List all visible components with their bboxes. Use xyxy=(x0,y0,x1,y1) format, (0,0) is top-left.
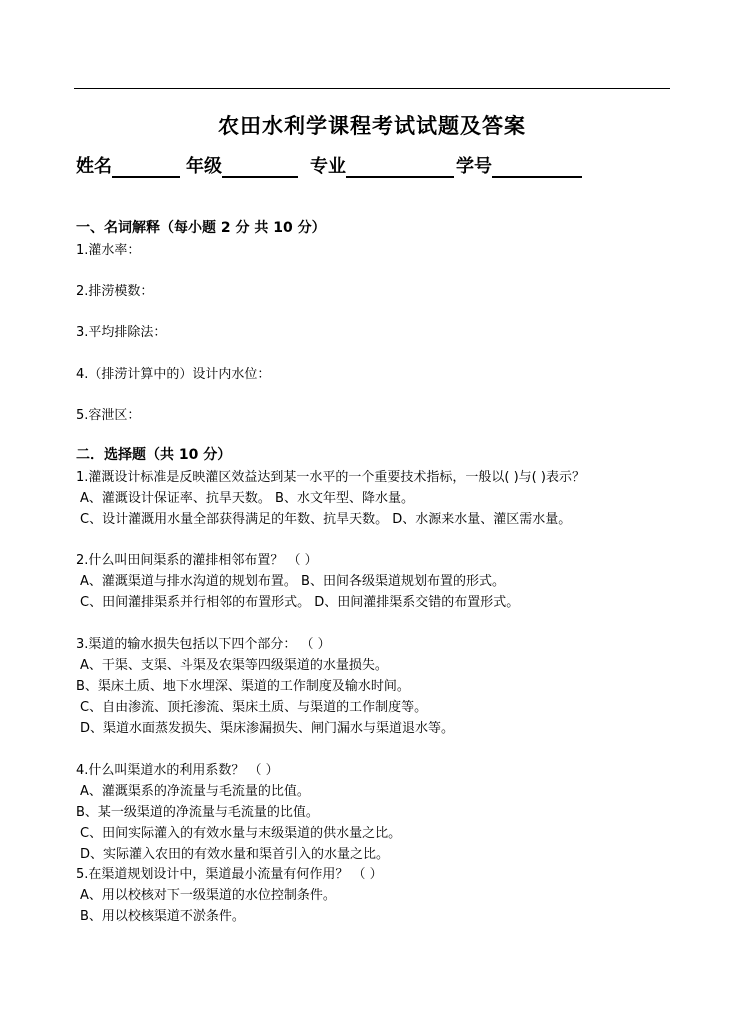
question-text: 3.渠道的输水损失包括以下四个部分： （ ） xyxy=(76,637,331,652)
section1-heading: 一、名词解释（每小题 2 分 共 10 分） xyxy=(76,220,326,236)
option-line: C、田间灌排渠系并行相邻的布置形式。 D、田间灌排渠系交错的布置形式。 xyxy=(80,595,520,610)
major-label: 专业 xyxy=(310,156,346,177)
question-text: 1.灌溉设计标准是反映灌区效益达到某一水平的一个重要技术指标，一般以( )与( )表示？ xyxy=(76,470,585,485)
name-label: 姓名 xyxy=(76,156,112,177)
section2-heading: 二．选择题（共 10 分） xyxy=(76,447,232,463)
option-line: A、干渠、支渠、斗渠及农渠等四级渠道的水量损失。 xyxy=(80,658,388,673)
question-text: 5.在渠道规划设计中，渠道最小流量有何作用？ （ ） xyxy=(76,867,383,882)
option-line: B、用以校核渠道不淤条件。 xyxy=(80,909,245,924)
header-rule xyxy=(74,88,670,89)
option-line: A、灌溉渠系的净流量与毛流量的比值。 xyxy=(80,784,310,799)
term-item: 1.灌水率： xyxy=(76,243,141,258)
question-text: 4.什么叫渠道水的利用系数？ （ ） xyxy=(76,763,279,778)
option-line: C、设计灌溉用水量全部获得满足的年数、抗旱天数。 D、水源来水量、灌区需水量。 xyxy=(80,512,572,527)
option-line: C、自由渗流、顶托渗流、渠床土质、与渠道的工作制度等。 xyxy=(80,700,428,715)
student-info-line xyxy=(76,152,588,178)
option-line: C、田间实际灌入的有效水量与末级渠道的供水量之比。 xyxy=(80,826,402,841)
option-line: B、某一级渠道的净流量与毛流量的比值。 xyxy=(76,805,319,820)
question-text: 2.什么叫田间渠系的灌排相邻布置？ （ ） xyxy=(76,553,318,568)
page-title: 农田水利学课程考试试题及答案 xyxy=(218,114,526,138)
option-line: A、灌溉渠道与排水沟道的规划布置。 B、田间各级渠道规划布置的形式。 xyxy=(80,574,505,589)
option-line: A、灌溉设计保证率、抗旱天数。 B、水文年型、降水量。 xyxy=(80,491,414,506)
term-item: 2.排涝模数： xyxy=(76,284,154,299)
grade-label: 年级 xyxy=(186,156,222,177)
name-blank[interactable] xyxy=(112,156,180,178)
grade-blank[interactable] xyxy=(222,156,298,178)
option-line: B、渠床土质、地下水埋深、渠道的工作制度及输水时间。 xyxy=(76,679,410,694)
option-line: D、实际灌入农田的有效水量和渠首引入的水量之比。 xyxy=(80,847,390,862)
option-line: D、渠道水面蒸发损失、渠床渗漏损失、闸门漏水与渠道退水等。 xyxy=(80,721,455,736)
term-item: 4.（排涝计算中的）设计内水位： xyxy=(76,367,271,382)
term-item: 5.容泄区： xyxy=(76,408,141,423)
term-item: 3.平均排除法： xyxy=(76,325,167,340)
id-blank[interactable] xyxy=(492,156,582,178)
major-blank[interactable] xyxy=(346,156,454,178)
option-line: A、用以校核对下一级渠道的水位控制条件。 xyxy=(80,888,336,903)
id-label: 学号 xyxy=(456,156,492,177)
